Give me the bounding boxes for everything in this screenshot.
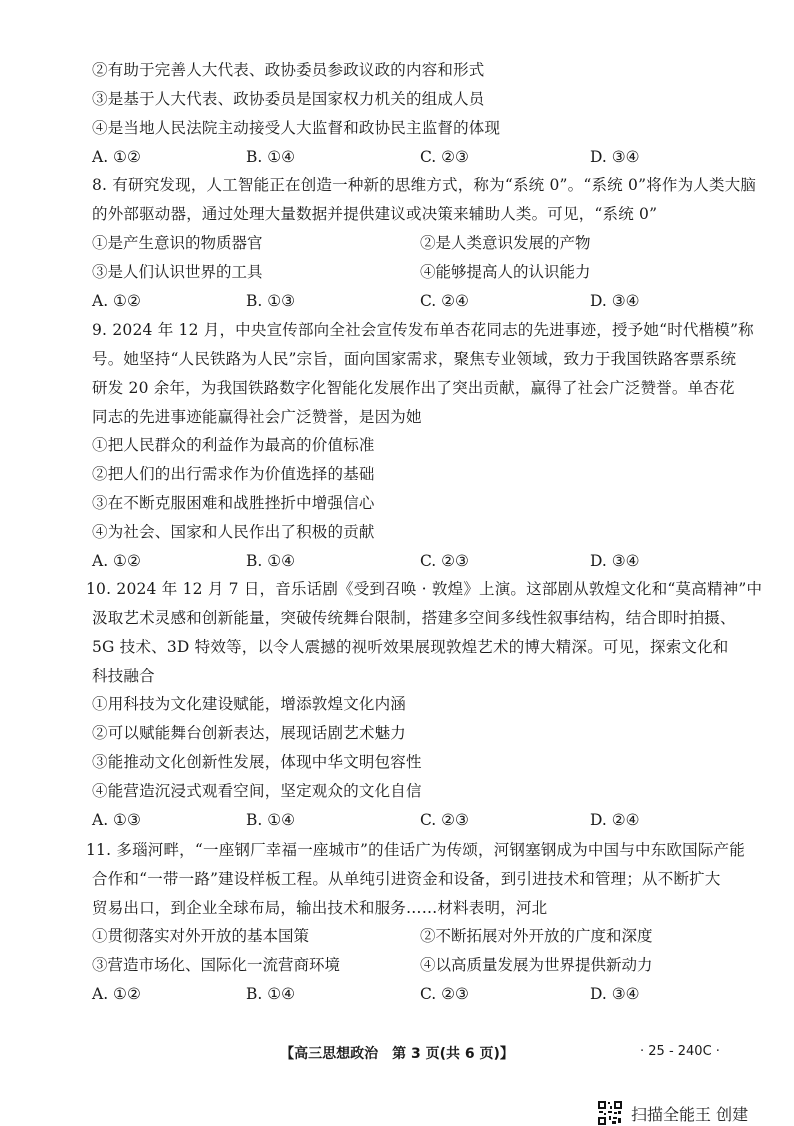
q10-answer-d: D. ②④	[590, 811, 640, 829]
q9-stem-line-4: 同志的先进事迹能赢得社会广泛赞誉，是因为她	[92, 408, 422, 426]
q9-option-2: ②把人们的出行需求作为价值选择的基础	[92, 465, 375, 483]
q11-stem-line-3: 贸易出口，到企业全球布局，输出技术和服务……材料表明，河北	[92, 899, 548, 917]
q9-stem-line-1: 9. 2024 年 12 月，中央宣传部向全社会宣传发布单杏花同志的先进事迹，授予她“时代楷模”称	[92, 321, 754, 339]
q8-option-1: ①是产生意识的物质器官	[92, 234, 263, 252]
q7-answer-b: B. ①④	[246, 148, 296, 166]
q8-answer-b: B. ①③	[246, 292, 296, 310]
q8-answer-a: A. ①②	[92, 292, 141, 310]
q10-stem-line-2: 汲取艺术灵感和创新能量，突破传统舞台限制，搭建多空间多线性叙事结构，结合即时拍摄、	[92, 609, 736, 627]
q8-stem-line-1: 8. 有研究发现，人工智能正在创造一种新的思维方式，称为“系统 0”。“系统 0”将作为人类大脑	[92, 176, 757, 194]
q7-option-4: ④是当地人民法院主动接受人大监督和政协民主监督的体现	[92, 119, 501, 137]
q11-stem-line-2: 合作和“一带一路”建设样板工程。从单纯引进资金和设备，到引进技术和管理；从不断扩大	[92, 870, 721, 888]
q8-option-2: ②是人类意识发展的产物	[420, 234, 591, 252]
q11-option-1: ①贯彻落实对外开放的基本国策	[92, 927, 310, 945]
q11-stem-line-1: 11. 多瑙河畔，“一座钢厂幸福一座城市”的佳话广为传颂，河钢塞钢成为中国与中东欧国际产能	[86, 841, 745, 859]
watermark-text: 扫描全能王 创建	[631, 1104, 749, 1124]
q9-stem-line-3: 研发 20 余年，为我国铁路数字化智能化发展作出了突出贡献，赢得了社会广泛赞誉。单杏花	[92, 379, 735, 397]
q7-answer-d: D. ③④	[590, 148, 640, 166]
q11-answer-d: D. ③④	[590, 985, 640, 1003]
q10-answer-b: B. ①④	[246, 811, 296, 829]
q10-option-1: ①用科技为文化建设赋能，增添敦煌文化内涵	[92, 695, 407, 713]
q10-answer-c: C. ②③	[420, 811, 469, 829]
q9-answer-b: B. ①④	[246, 552, 296, 570]
q9-option-4: ④为社会、国家和人民作出了积极的贡献	[92, 523, 375, 541]
q9-option-3: ③在不断克服困难和战胜挫折中增强信心	[92, 494, 375, 512]
q9-stem-line-2: 号。她坚持“人民铁路为人民”宗旨，面向国家需求，聚焦专业领域，致力于我国铁路客票系统	[92, 350, 737, 368]
q11-answer-b: B. ①④	[246, 985, 296, 1003]
q9-answer-c: C. ②③	[420, 552, 469, 570]
q10-answer-a: A. ①③	[92, 811, 141, 829]
q8-option-3: ③是人们认识世界的工具	[92, 263, 263, 281]
q11-option-2: ②不断拓展对外开放的广度和深度	[420, 927, 653, 945]
page-footer: 【高三思想政治 第 3 页(共 6 页)】	[280, 1046, 514, 1062]
qr-code-icon	[597, 1100, 623, 1126]
q11-answer-c: C. ②③	[420, 985, 469, 1003]
q10-option-2: ②可以赋能舞台创新表达，展现话剧艺术魅力	[92, 724, 407, 742]
q11-option-4: ④以高质量发展为世界提供新动力	[420, 956, 653, 974]
q8-answer-c: C. ②④	[420, 292, 469, 310]
q8-answer-d: D. ③④	[590, 292, 640, 310]
q9-option-1: ①把人民群众的利益作为最高的价值标准	[92, 436, 375, 454]
q10-stem-line-4: 科技融合	[92, 667, 155, 685]
q10-stem-line-3: 5G 技术、3D 特效等，以令人震撼的视听效果展现敦煌艺术的博大精深。可见，探索文化和	[92, 638, 729, 656]
q8-option-4: ④能够提高人的认识能力	[420, 263, 591, 281]
scanner-watermark	[597, 1100, 748, 1126]
q9-answer-d: D. ③④	[590, 552, 640, 570]
q7-option-2: ②有助于完善人大代表、政协委员参政议政的内容和形式	[92, 61, 485, 79]
q8-stem-line-2: 的外部驱动器，通过处理大量数据并提供建议或决策来辅助人类。可见，“系统 0”	[92, 205, 658, 223]
q9-answer-a: A. ①②	[92, 552, 141, 570]
q7-option-3: ③是基于人大代表、政协委员是国家权力机关的组成人员	[92, 90, 485, 108]
paper-code: · 25 - 240C ·	[640, 1044, 720, 1059]
q10-option-3: ③能推动文化创新性发展，体现中华文明包容性	[92, 753, 422, 771]
q10-option-4: ④能营造沉浸式观看空间，坚定观众的文化自信	[92, 782, 422, 800]
q11-option-3: ③营造市场化、国际化一流营商环境	[92, 956, 341, 974]
q7-answer-a: A. ①②	[92, 148, 141, 166]
q7-answer-c: C. ②③	[420, 148, 469, 166]
q11-answer-a: A. ①②	[92, 985, 141, 1003]
q10-stem-line-1: 10. 2024 年 12 月 7 日，音乐话剧《受到召唤 · 敦煌》上演。这部剧从敦煌文化和“莫高精神”中	[86, 580, 763, 598]
